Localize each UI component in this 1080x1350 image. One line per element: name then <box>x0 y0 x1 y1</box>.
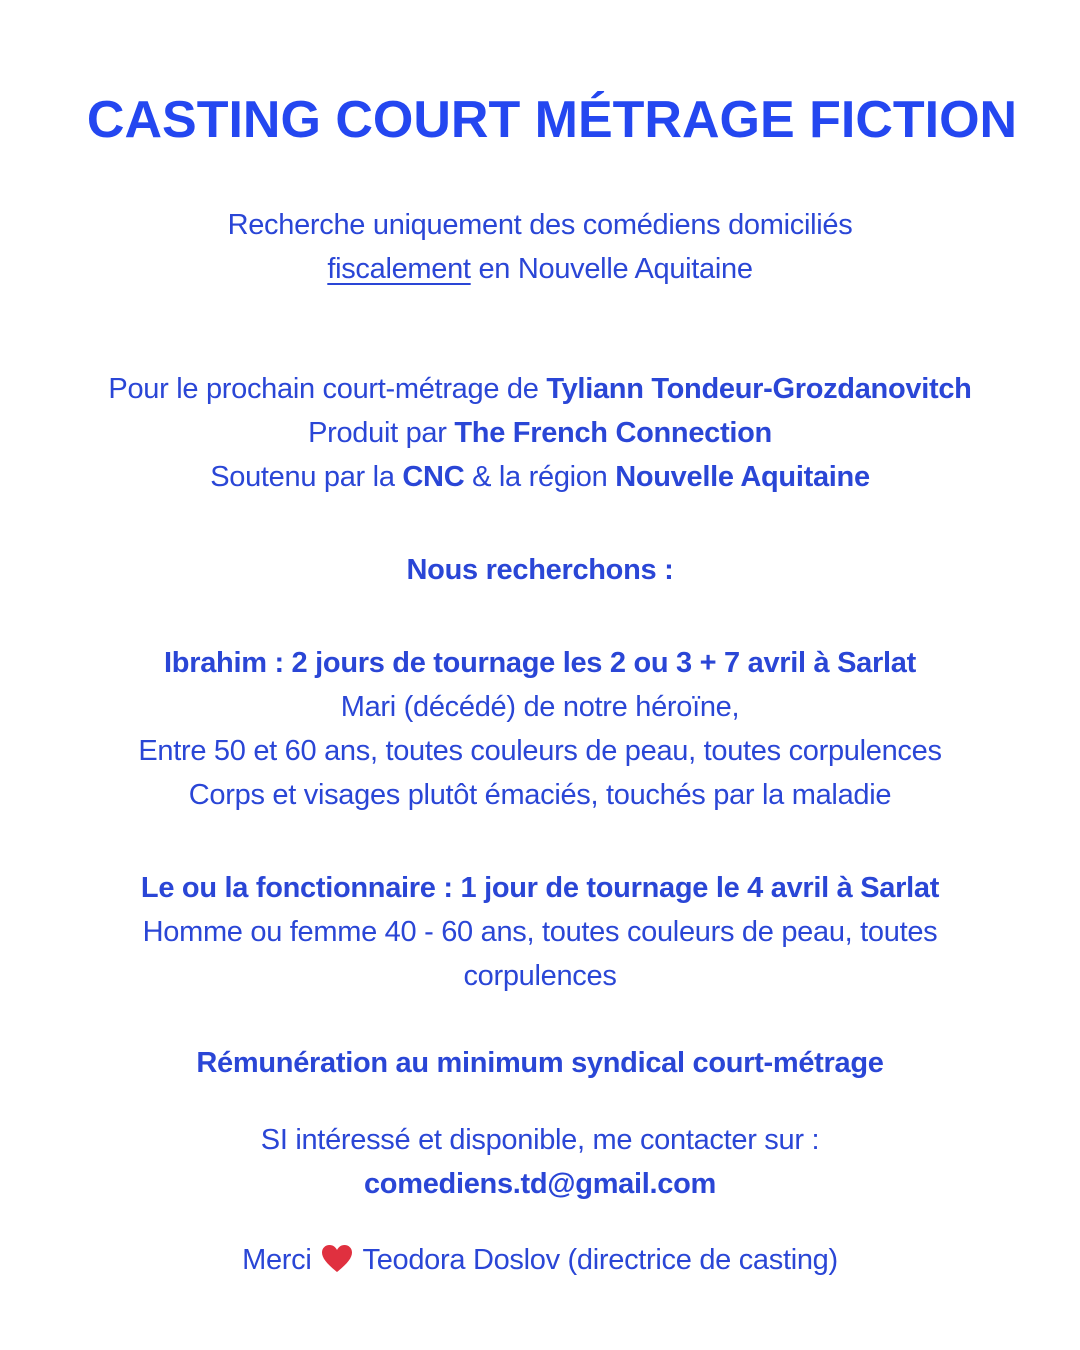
producer-line <box>0 413 1080 453</box>
intro-underlined-word: fiscalement <box>327 253 471 285</box>
director-name: Tyliann Tondeur-Grozdanovitch <box>546 373 972 405</box>
role-1-heading: Ibrahim : 2 jours de tournage les 2 ou 3 + 7 avril à Sarlat <box>164 647 916 679</box>
support-region: Nouvelle Aquitaine <box>615 461 870 493</box>
director-prefix: Pour le prochain court-métrage de <box>108 373 547 405</box>
search-heading: Nous recherchons : <box>406 554 674 586</box>
support-prefix: Soutenu par la <box>210 461 403 493</box>
director-line <box>0 369 1080 409</box>
pay-info: Rémunération au minimum syndical court-métrage <box>196 1047 884 1079</box>
support-line <box>0 457 1080 497</box>
producer-prefix: Produit par <box>308 417 455 449</box>
thanks-text: Merci <box>242 1244 312 1276</box>
support-middle: & la région <box>464 461 616 493</box>
role-1-line-1: Mari (décédé) de notre héroïne, <box>340 691 740 723</box>
intro-line-2 <box>0 249 1080 289</box>
page-title: CASTING COURT MÉTRAGE FICTION <box>86 91 1018 149</box>
producer-name: The French Connection <box>454 417 772 449</box>
role-1-line-2: Entre 50 et 60 ans, toutes couleurs de peau, toutes corpulences <box>138 735 942 767</box>
role-2-heading: Le ou la fonctionnaire : 1 jour de tournage le 4 avril à Sarlat <box>140 872 940 904</box>
contact-email[interactable]: comediens.td@gmail.com <box>363 1168 717 1200</box>
contact-prompt: SI intéressé et disponible, me contacter sur : <box>260 1124 820 1156</box>
signature-line <box>0 1240 1080 1280</box>
heart-icon <box>321 1244 353 1274</box>
intro-line-2-rest: en Nouvelle Aquitaine <box>470 253 753 285</box>
support-org: CNC <box>402 461 465 493</box>
role-1-line-3: Corps et visages plutôt émaciés, touchés par la maladie <box>188 779 892 811</box>
role-2-line-1: Homme ou femme 40 - 60 ans, toutes couleurs de peau, toutes <box>142 916 938 948</box>
role-2-line-2: corpulences <box>463 960 617 992</box>
signature-name: Teodora Doslov (directrice de casting) <box>362 1244 838 1276</box>
intro-line-1: Recherche uniquement des comédiens domiciliés <box>227 209 853 241</box>
